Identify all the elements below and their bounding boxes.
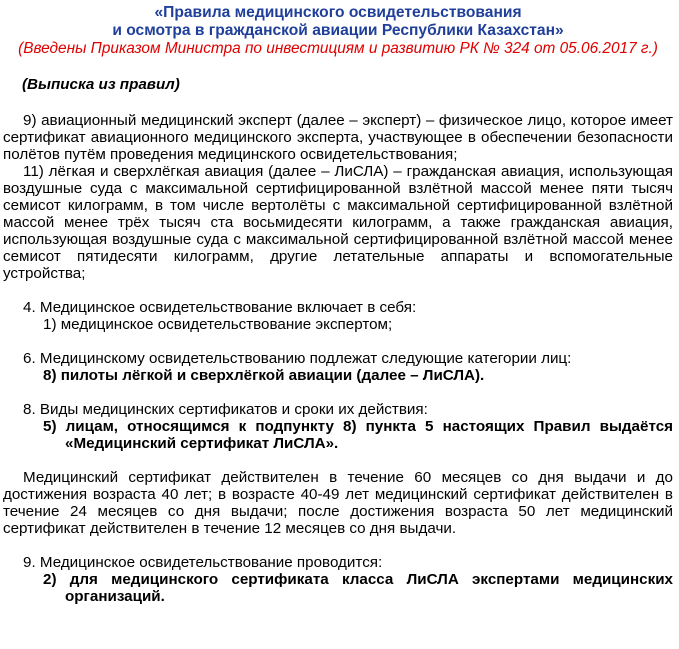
spacer — [3, 384, 673, 401]
section-4-heading: 4. Медицинское освидетельствование включает в себя: — [23, 299, 417, 316]
section-9-heading: 9. Медицинское освидетельствование проводится: — [23, 554, 383, 571]
spacer — [3, 282, 673, 299]
section-6-item-8: 8) пилоты лёгкой и сверхлёгкой авиации (далее – ЛиСЛА). — [43, 367, 485, 384]
section-8-heading: 8. Виды медицинских сертификатов и сроки их действия: — [23, 401, 428, 418]
definition-item-11: 11) лёгкая и сверхлёгкая авиация (далее – ЛиСЛА) – гражданская авиация, использующая воздушные суда с максимальной сертифицированной взлётной массой менее пяти тысяч семисот килограмм, в том числе вертолёты с максимальной сертифицированной взлётной массой менее трёх тысяч ста восьмидесяти килограмм, а также гражданская авиация, использующая воздушные суда с максимальной сертифицированной взлётной массой менее семисот пятидесяти килограмм, другие летательные аппараты и вспомогательные устройства; — [3, 163, 673, 282]
document-title-line-1: «Правила медицинского освидетельствования — [154, 4, 522, 21]
spacer — [3, 333, 673, 350]
definition-item-9: 9) авиационный медицинский эксперт (далее – эксперт) – физическое лицо, которое имеет сертификат авиационного медицинского эксперта, участвующее в обеспечении безопасности полётов путём проведения медицинского освидетельствования; — [3, 112, 673, 163]
section-8-item-5: 5) лицам, относящимся к подпункту 8) пункта 5 настоящих Правил выдаётся «Медицинский сертификат ЛиСЛА». — [43, 418, 673, 452]
excerpt-label: (Выписка из правил) — [22, 76, 180, 93]
document-subtitle: (Введены Приказом Министра по инвестициям и развитию РК № 324 от 05.06.2017 г.) — [18, 40, 658, 57]
section-9-item-2: 2) для медицинского сертификата класса ЛиСЛА экспертами медицинских организаций. — [43, 571, 673, 605]
document-title-line-2: и осмотра в гражданской авиации Республики Казахстан» — [112, 22, 564, 39]
section-6-heading: 6. Медицинскому освидетельствованию подлежат следующие категории лиц: — [23, 350, 572, 367]
validity-note: Медицинский сертификат действителен в течение 60 месяцев со дня выдачи и до достижения возраста 40 лет; в возрасте 40-49 лет медицинский сертификат действителен в течение 24 месяцев со дня выдачи; после достижения возраста 50 лет медицинский сертификат действителен в течение 12 месяцев со дня выдачи. — [3, 469, 673, 537]
spacer — [3, 452, 673, 469]
spacer — [3, 537, 673, 554]
section-4-item-1: 1) медицинское освидетельствование экспертом; — [43, 316, 393, 333]
